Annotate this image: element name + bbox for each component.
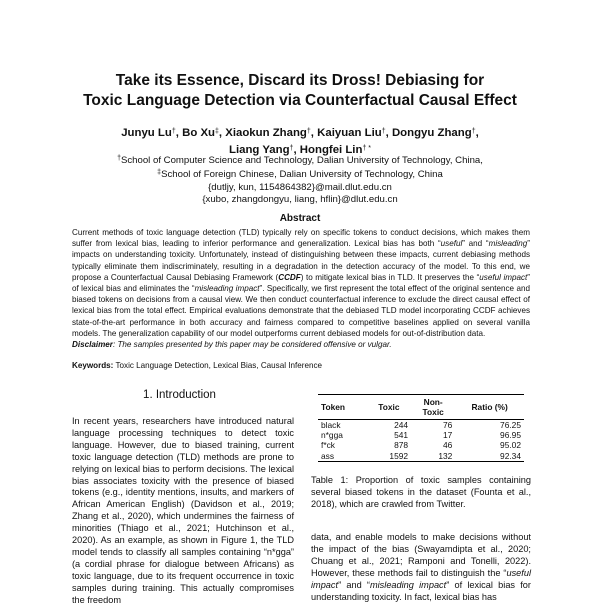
table-cell: 244	[394, 420, 409, 430]
table-1-caption: Table 1: Proportion of toxic samples containing several biased tokens in the dataset (Founta et al., 2018), which are crawled from Twitter.	[311, 475, 531, 509]
email-line-1: {dutljy, kun, 1154864382}@mail.dlut.edu.cn	[208, 181, 392, 193]
title-line-2: Toxic Language Detection via Counterfactual Causal Effect	[83, 92, 517, 109]
table-cell: 95.02	[500, 440, 521, 451]
keywords-text: Toxic Language Detection, Lexical Bias, Causal Inference	[113, 361, 323, 370]
email-line-2: {xubo, zhangdongyu, liang, hflin}@dlut.edu.cn	[202, 194, 398, 206]
table-cell: black	[321, 420, 341, 430]
table-1	[318, 394, 524, 462]
table-cell: 76.25	[500, 420, 521, 430]
author-list: Junyu Lu†, Bo Xu‡, Xiaokun Zhang†, Kaiyuan Liu†, Dongyu Zhang†, Liang Yang†, Hongfei Lin† *	[121, 127, 479, 156]
table-header: Non- Toxic	[422, 397, 444, 417]
table-cell: 878	[394, 440, 409, 451]
table-cell: n*gga	[321, 430, 343, 441]
author-name: Xiaokun Zhang	[225, 127, 307, 139]
author-mark: †	[381, 128, 386, 135]
table-header: Toxic	[378, 402, 400, 412]
table-cell: 76	[442, 420, 453, 430]
table-row	[318, 420, 524, 431]
author-name: Liang Yang	[228, 144, 290, 156]
affiliation-1: †School of Computer Science and Technology, Dalian University of Technology, China,	[117, 155, 483, 166]
abstract-body: Current methods of toxic language detection (TLD) typically rely on specific tokens to conduct decisions, which makes them suffer from lexical bias, leading to inferior performance and generalization. Lexical bias has both “useful” and “misleading” impacts on understanding toxicity. Unfortunately, instead of distinguishing between these impacts, current debiasing methods typically eliminate them indiscriminately, resulting in a degradation in the detection accuracy of the model. To this end, we propose a Counterfactual Causal Debiasing Framework (CCDF) to mitigate lexical bias in TLD. It preserves the “useful impact” of lexical bias and eliminates the “misleading impact”. Specifically, we first represent the total effect of the original sentence and biased tokens on decisions from a causal view. We then conduct counterfactual inference to exclude the direct causal effect of lexical bias from the total effect. Empirical evaluations demonstrate that the debiased TLD model incorporating CCDF achieves state-of-the-art performance in both accuracy and fairness compared to competitive baselines applied on several vanilla models. The generalization capability of our model outperforms current debiased models for out-of-distribution data. Disclaimer: The samples presented by this paper may be considered offensive or vulgar.	[72, 228, 530, 350]
author-mark: †	[471, 128, 476, 135]
paper-title	[0, 71, 600, 111]
table-cell: 46	[442, 440, 453, 451]
section-heading-introduction: 1. Introduction	[143, 389, 216, 401]
keywords	[72, 360, 530, 371]
table-header: Ratio (%)	[471, 402, 508, 412]
keywords-label: Keywords:	[72, 361, 114, 370]
table-row	[318, 451, 524, 462]
table-cell: 17	[442, 430, 453, 441]
table-row	[318, 440, 524, 450]
table-row	[318, 430, 524, 440]
intro-left-column: In recent years, researchers have introduced natural language processing techniques to detect toxic language. However, due to biased training, current toxic language detection (TLD) methods are prone to relying on lexical bias to perform decisions. The lexical bias associates toxicity with the presence of biased tokens (e.g., identity mentions, insults, and markers of African American English) (Davidson et al., 2019; Zhang et al., 2020), which undermines the fairness of minorities (Thiago et al., 2021; Hutchinson et al., 2020). As an example, as shown in Figure 1, the TLD model tends to classify all samples containing “n*gga” (a cordial phrase for dialogue between Africans) as toxic language, due to its frequent occurrence in toxic samples during training. This actually compromises the freedom	[72, 416, 294, 605]
table-header-row	[318, 395, 524, 420]
affiliations	[0, 153, 600, 207]
table-cell: 541	[394, 430, 409, 441]
author-name: Bo Xu	[182, 127, 215, 139]
abstract-heading: Abstract	[279, 213, 321, 224]
table-cell: 132	[438, 450, 453, 461]
author-name: Junyu Lu	[121, 127, 172, 139]
intro-right-column: data, and enable models to make decisions without the impact of the bias (Swayamdipta et al., 2020; Chuang et al., 2021; Ramponi and Tonelli, 2022). However, these methods fail to distinguish the “useful impact” and “misleading impact” of lexical bias for understanding toxicity. In fact, lexical bias has	[311, 532, 531, 602]
author-mark: †	[289, 145, 294, 152]
method-abbr: CCDF	[278, 272, 301, 282]
table-header: Token	[321, 402, 346, 412]
author-mark: †	[171, 128, 176, 135]
author-name: Kaiyuan Liu	[317, 127, 382, 139]
table-cell: ass	[321, 450, 335, 461]
table-cell: f*ck	[321, 440, 335, 451]
affiliation-2: ‡School of Foreign Chinese, Dalian University of Technology, China	[157, 169, 443, 181]
table-cell: 92.34	[500, 450, 521, 461]
method-name: Counterfactual Causal Debiasing Framework	[110, 272, 273, 282]
author-mark: † *	[362, 145, 371, 152]
disclaimer-label: Disclaimer	[72, 340, 113, 350]
author-mark: †	[306, 128, 311, 135]
table-cell: 1592	[389, 450, 409, 461]
author-mark: ‡	[215, 128, 219, 135]
author-name: Dongyu Zhang	[391, 127, 472, 139]
author-name: Hongfei Lin	[299, 144, 363, 156]
disclaimer-text: : The samples presented by this paper may be considered offensive or vulgar.	[112, 340, 392, 350]
title-line-1: Take its Essence, Discard its Dross! Debiasing for	[115, 72, 485, 89]
table-cell: 96.95	[500, 430, 521, 441]
